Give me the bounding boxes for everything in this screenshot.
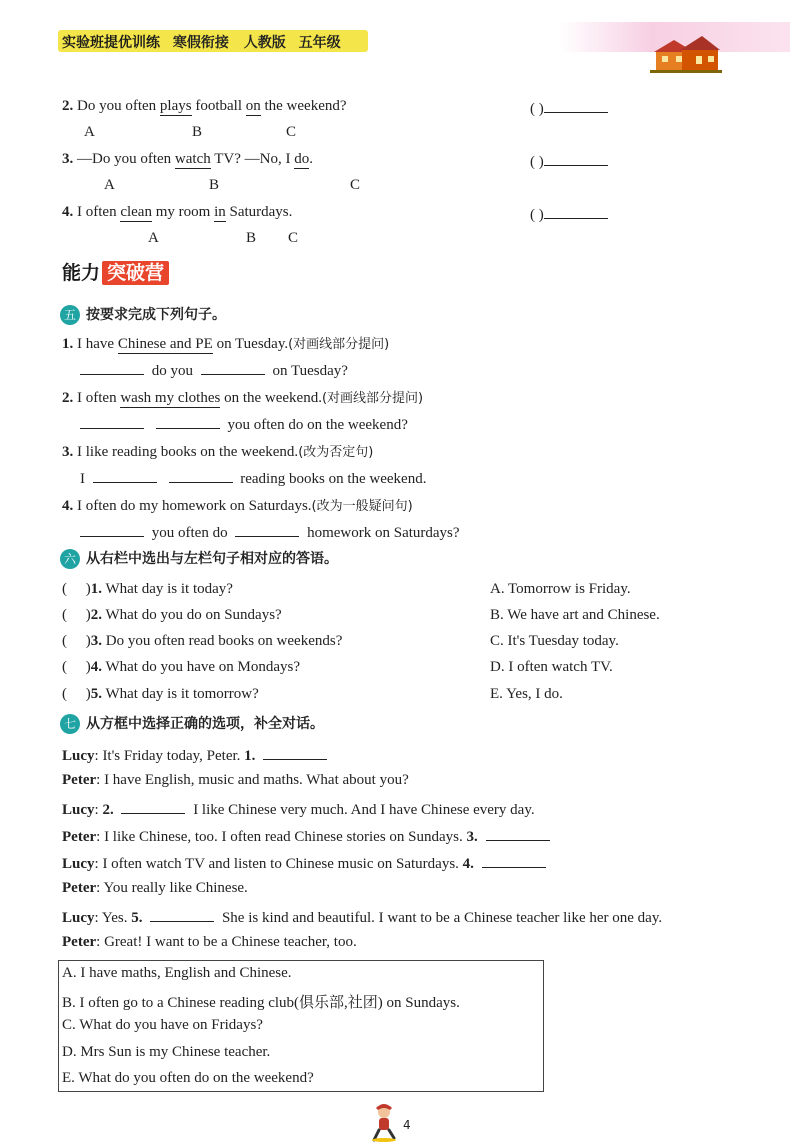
sec5-item-1: 1. I have Chinese and PE on Tuesday.(对画线部分提问) — [62, 336, 390, 352]
sec5-item-3: 3. I like reading books on the weekend.(改为否定句) — [62, 444, 374, 460]
mascot-icon — [368, 1102, 400, 1142]
question-2: 2. Do you often plays football on the weekend? — [62, 98, 347, 114]
header-series: 实验班提优训练 — [62, 35, 160, 51]
dialog-line-7: Lucy: Yes. 5. She is kind and beautiful. I want to be a Chinese teacher like her one day. — [62, 907, 662, 927]
section-5-badge: 五 — [60, 305, 80, 325]
match-left-2[interactable]: ( )2. What do you do on Sundays? — [62, 607, 282, 623]
dialog-blank-4[interactable] — [482, 853, 546, 868]
question-4: 4. I often clean my room in Saturdays. — [62, 204, 293, 220]
option-e: E. What do you often do on the weekend? — [62, 1070, 314, 1086]
section-7-badge: 七 — [60, 714, 80, 734]
sec5-item-2-answer[interactable]: you often do on the weekend? — [80, 414, 408, 434]
match-left-4[interactable]: ( )4. What do you have on Mondays? — [62, 659, 301, 675]
option-a: A. I have maths, English and Chinese. — [62, 965, 292, 981]
section-5-title: 五 按要求完成下列句子。 — [60, 304, 226, 325]
page-header — [0, 0, 800, 80]
dialog-line-3: Lucy: 2. I like Chinese very much. And I have Chinese every day. — [62, 799, 535, 819]
house-illustration — [650, 34, 722, 74]
dialog-line-1: Lucy: It's Friday today, Peter. 1. — [62, 745, 331, 765]
match-right-d: D. I often watch TV. — [490, 659, 613, 675]
answer-bracket-3[interactable]: ( ) — [530, 151, 608, 171]
match-left-1[interactable]: ( )1. What day is it today? — [62, 581, 233, 597]
dialog-line-5: Lucy: I often watch TV and listen to Chinese music on Saturdays. 4. — [62, 853, 550, 873]
match-right-a: A. Tomorrow is Friday. — [490, 581, 631, 597]
section-6-badge: 六 — [60, 549, 80, 569]
answer-bracket-2[interactable]: ( ) — [530, 98, 608, 118]
option-c: C. What do you have on Fridays? — [62, 1017, 263, 1033]
section-7-title: 七 从方框中选择正确的选项，补全对话。 — [60, 713, 324, 734]
sec5-item-4: 4. I often do my homework on Saturdays.(改为一般疑问句) — [62, 498, 413, 514]
header-grade: 五年级 — [298, 35, 341, 51]
match-right-b: B. We have art and Chinese. — [490, 607, 660, 623]
question-3: 3. —Do you often watch TV? —No, I do. — [62, 151, 313, 167]
dialog-blank-5[interactable] — [150, 907, 214, 922]
match-left-3[interactable]: ( )3. Do you often read books on weekends? — [62, 633, 343, 649]
option-b: B. I often go to a Chinese reading club(俱乐部,社团) on Sundays. — [62, 995, 460, 1011]
section-6-title: 六 从右栏中选出与左栏句子相对应的答语。 — [60, 548, 338, 569]
header-subtitle: 寒假衔接 — [172, 35, 229, 51]
dialog-blank-3[interactable] — [486, 826, 550, 841]
header-edition: 人教版 — [243, 35, 286, 51]
sec5-item-1-answer[interactable]: do you on Tuesday? — [80, 360, 348, 380]
answer-bracket-4[interactable]: ( ) — [530, 204, 608, 224]
sec5-item-4-answer[interactable]: you often do homework on Saturdays? — [80, 522, 460, 542]
match-right-e: E. Yes, I do. — [490, 686, 563, 702]
section-banner — [62, 258, 169, 285]
match-left-5[interactable]: ( )5. What day is it tomorrow? — [62, 686, 259, 702]
dialog-line-2: Peter: I have English, music and maths. What about you? — [62, 772, 409, 788]
dialog-line-4: Peter: I like Chinese, too. I often read Chinese stories on Sundays. 3. — [62, 826, 554, 846]
dialog-line-6: Peter: You really like Chinese. — [62, 880, 248, 896]
option-d: D. Mrs Sun is my Chinese teacher. — [62, 1044, 271, 1060]
banner-part1: 能力 — [62, 262, 101, 284]
page-number: 4 — [403, 1118, 411, 1132]
dialog-blank-2[interactable] — [121, 799, 185, 814]
dialog-line-8: Peter: Great! I want to be a Chinese teacher, too. — [62, 934, 357, 950]
dialog-blank-1[interactable] — [263, 745, 327, 760]
match-right-c: C. It's Tuesday today. — [490, 633, 619, 649]
sec5-item-2: 2. I often wash my clothes on the weekend.(对画线部分提问) — [62, 390, 424, 406]
sec5-item-3-answer[interactable]: I reading books on the weekend. — [80, 468, 426, 488]
banner-part2: 突破营 — [102, 261, 169, 285]
